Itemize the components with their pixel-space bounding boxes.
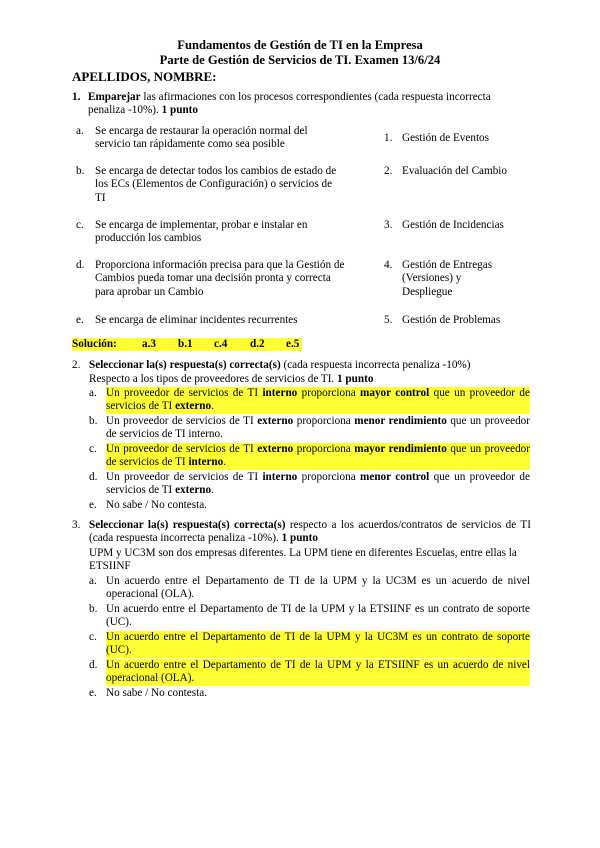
q1-points: 1 punto <box>158 104 199 117</box>
option-text: Un proveedor de servicios de TI <box>106 443 258 455</box>
q1-right-item: Evaluación del Cambio <box>402 165 508 177</box>
q1-left-letter: b. <box>76 165 85 177</box>
option-bold: externo <box>175 484 212 497</box>
option-bold: externo <box>175 400 212 413</box>
q3-option-a: Un acuerdo entre el Departamento de TI de la UPM y la UC3M es un acuerdo de nivel operacional (OLA). <box>106 575 530 601</box>
q3-text: respecto a los acuerdos/contratos de servicios de TI (cada respuesta incorrecta penaliza -10%). <box>89 519 531 545</box>
option-text: . <box>211 400 214 413</box>
q2-option-e: No sabe / No contesta. <box>106 499 207 511</box>
q1-left-item: Se encarga de implementar, probar e instalar en producción los cambios <box>95 219 308 245</box>
option-text: que un proveedor de servicios de TI <box>106 443 530 469</box>
solution-item: e.5 <box>286 338 300 350</box>
q3-points: 1 punto <box>278 532 318 545</box>
option-text: proporciona <box>293 415 355 427</box>
q3-option-letter: b. <box>89 603 98 615</box>
q2-number: 2. <box>72 359 81 371</box>
q1-left-item: Se encarga de eliminar incidentes recurrentes <box>95 314 298 326</box>
option-text: que un proveedor de servicios de TI <box>106 471 530 497</box>
q1-right-number: 2. <box>384 165 393 177</box>
q2-option-b <box>106 415 530 442</box>
q2-option-letter: e. <box>89 499 97 511</box>
option-text: Un proveedor de servicios de TI <box>106 387 263 399</box>
q2-statement <box>89 359 531 372</box>
option-text: Un proveedor de servicios de TI <box>106 471 263 483</box>
solution-item: d.2 <box>250 338 265 350</box>
q1-right-number: 3. <box>384 219 393 231</box>
q1-right-item: Gestión de Entregas (Versiones) y Despliegue <box>402 259 493 298</box>
exam-subtitle: Parte de Gestión de Servicios de TI. Examen 13/6/24 <box>159 53 441 67</box>
q2-subtext-text: Respecto a los tipos de proveedores de servicios de TI. <box>89 373 335 385</box>
option-text: . <box>223 456 227 469</box>
q3-bold-intro: Seleccionar la(s) respuesta(s) correcta(s) <box>89 519 286 531</box>
q1-solution <box>72 338 302 351</box>
option-bold: interno <box>188 456 224 469</box>
q2-option-a <box>106 387 530 414</box>
q1-right-number: 5. <box>384 314 393 326</box>
option-bold: menor rendimiento <box>354 415 447 427</box>
q1-right-item: Gestión de Problemas <box>402 314 501 326</box>
q1-right-number: 1. <box>384 132 393 144</box>
option-bold: menor control <box>360 471 430 483</box>
q3-statement <box>89 519 531 546</box>
q1-right-item: Gestión de Incidencias <box>402 219 504 231</box>
q3-subtext: UPM y UC3M son dos empresas diferentes. La UPM tiene en diferentes Escuelas, entre ellas la ETSIINF <box>89 547 517 573</box>
option-text: que un proveedor de servicios de TI <box>106 387 530 413</box>
q1-statement <box>88 91 530 118</box>
q3-option-letter: a. <box>89 575 97 587</box>
q3-option-letter: c. <box>89 631 97 643</box>
q3-option-letter: e. <box>89 687 97 699</box>
q3-option-letter: d. <box>89 659 98 671</box>
q2-option-c <box>106 443 530 470</box>
q3-number: 3. <box>72 519 81 531</box>
solution-item: c.4 <box>214 338 228 350</box>
q2-option-letter: d. <box>89 471 98 483</box>
option-text: . <box>211 484 214 497</box>
q1-left-letter: a. <box>76 125 84 137</box>
option-bold: mayor control <box>360 387 430 399</box>
solution-item: b.1 <box>178 338 193 350</box>
option-bold: interno <box>262 471 298 483</box>
option-text: proporciona <box>293 443 355 455</box>
solution-item: a.3 <box>142 338 156 350</box>
q1-left-item: Proporciona información precisa para que la Gestión de Cambios pueda tomar una decisión pronta y correcta para aprobar un Cambio <box>95 259 345 298</box>
option-bold: mayor rendimiento <box>354 443 447 455</box>
option-text: proporciona <box>297 471 361 483</box>
solution-label: Solución: <box>72 338 117 350</box>
q1-text: las afirmaciones con los procesos correspondientes (cada respuesta incorrecta penaliza -10%). <box>88 91 491 117</box>
name-label: APELLIDOS, NOMBRE: <box>72 69 217 84</box>
q1-left-letter: c. <box>76 219 84 231</box>
q2-option-letter: a. <box>89 387 97 399</box>
q2-points: 1 punto <box>334 373 374 385</box>
q2-option-d <box>106 471 530 498</box>
q1-left-item: Se encarga de restaurar la operación normal del servicio tan rápidamente como sea posible <box>95 125 308 151</box>
q3-option-e: No sabe / No contesta. <box>106 687 207 699</box>
q2-bold-intro: Seleccionar la(s) respuesta(s) correcta(s) <box>89 359 281 371</box>
option-bold: externo <box>257 443 294 455</box>
q2-subtext <box>89 373 531 386</box>
q1-left-item: Se encarga de detectar todos los cambios de estado de los ECs (Elementos de Configuración) o servicios de TI <box>95 165 337 204</box>
option-bold: externo <box>257 415 294 427</box>
q2-option-letter: b. <box>89 415 98 427</box>
option-bold: interno <box>262 387 298 399</box>
option-text: proporciona <box>297 387 361 399</box>
q1-left-letter: d. <box>76 259 85 271</box>
option-text: Un proveedor de servicios de TI <box>106 415 258 427</box>
q1-right-number: 4. <box>384 259 393 271</box>
q3-option-b: Un acuerdo entre el Departamento de TI de la UPM y la ETSIINF es un contrato de soporte (UC). <box>106 603 530 629</box>
q1-right-item: Gestión de Eventos <box>402 132 489 144</box>
exam-title: Fundamentos de Gestión de TI en la Empresa <box>177 38 423 52</box>
q3-option-c: Un acuerdo entre el Departamento de TI de la UPM y la UC3M es un contrato de soporte (UC). <box>106 631 530 657</box>
q1-left-letter: e. <box>76 314 84 326</box>
q3-option-d: Un acuerdo entre el Departamento de TI de la UPM y la ETSIINF es un acuerdo de nivel operacional (OLA). <box>106 659 530 685</box>
q1-bold-intro: Emparejar <box>88 91 141 103</box>
q1-number: 1. <box>72 91 81 103</box>
option-text: que un proveedor de servicios de TI interno. <box>106 415 530 441</box>
q2-text: (cada respuesta incorrecta penaliza -10%) <box>280 359 471 371</box>
q2-option-letter: c. <box>89 443 97 455</box>
